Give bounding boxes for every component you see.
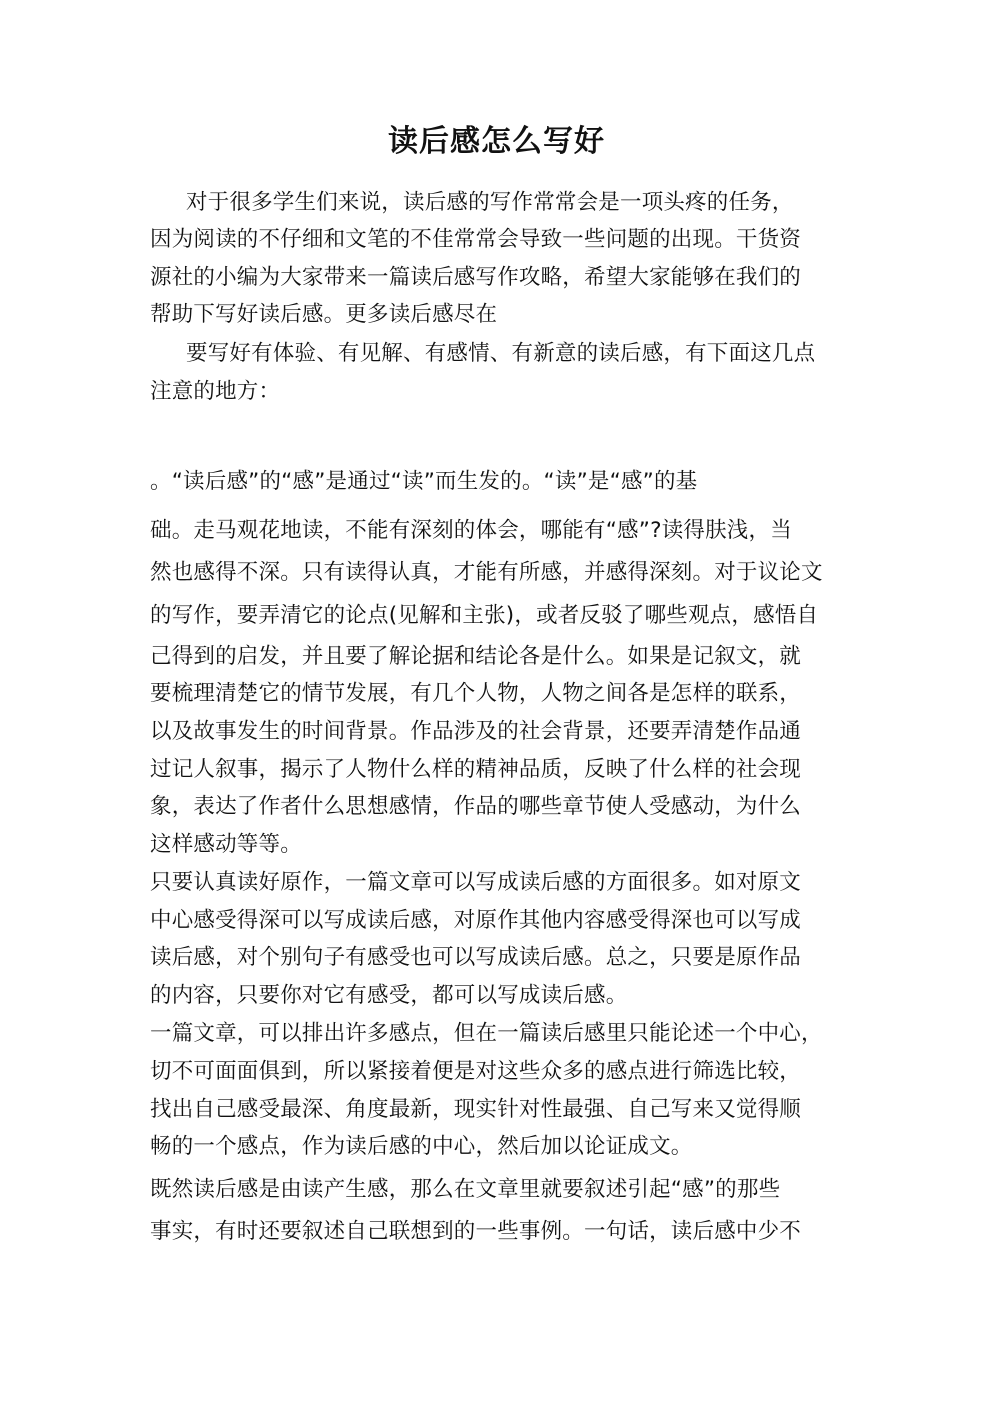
text-line: 象，表达了作者什么思想感情，作品的哪些章节使人受感动，为什么 [150, 794, 802, 819]
text-line: 过记人叙事，揭示了人物什么样的精神品质，反映了什么样的社会现 [150, 757, 802, 782]
text-line: 以及故事发生的时间背景。作品涉及的社会背景，还要弄清楚作品通 [150, 719, 802, 744]
text-line: 的内容，只要你对它有感受，都可以写成读后感。 [150, 983, 628, 1008]
text-line: 然也感得不深。只有读得认真，才能有所感，并感得深刻。对于议论文 [150, 560, 823, 585]
text-line: 事实，有时还要叙述自己联想到的一些事例。一句话，读后感中少不 [150, 1219, 802, 1244]
text-line: 这样感动等等。 [150, 832, 302, 857]
text-line: 只要认真读好原作，一篇文章可以写成读后感的方面很多。如对原文 [150, 870, 802, 895]
text-line: 因为阅读的不仔细和文笔的不佳常常会导致一些问题的出现。干货资 [150, 227, 802, 252]
text-line: 找出自己感受最深、角度最新，现实针对性最强、自己写来又觉得顺 [150, 1097, 802, 1122]
text-line: 对于很多学生们来说，读后感的写作常常会是一项头疼的任务， [186, 190, 794, 215]
text-line: 的写作，要弄清它的论点(见解和主张)，或者反驳了哪些观点，感悟自 [150, 603, 819, 628]
text-line: 源社的小编为大家带来一篇读后感写作攻略，希望大家能够在我们的 [150, 265, 802, 290]
text-line: 要梳理清楚它的情节发展，有几个人物，人物之间各是怎样的联系， [150, 681, 802, 706]
text-line: 既然读后感是由读产生感，那么在文章里就要叙述引起“感”的那些 [150, 1177, 781, 1202]
text-line: 畅的一个感点，作为读后感的中心，然后加以论证成文。 [150, 1134, 693, 1159]
document-title: 读后感怎么写好 [388, 124, 605, 159]
text-line: 中心感受得深可以写成读后感，对原作其他内容感受得深也可以写成 [150, 908, 802, 933]
text-line: 己得到的启发，并且要了解论据和结论各是什么。如果是记叙文，就 [150, 644, 802, 669]
text-line: 础。走马观花地读，不能有深刻的体会，哪能有“感”?读得肤浅，当 [150, 518, 792, 543]
text-line: 一篇文章，可以排出许多感点，但在一篇读后感里只能论述一个中心， [150, 1021, 823, 1046]
text-line: 帮助下写好读后感。更多读后感尽在 [150, 302, 498, 327]
text-line: 读后感，对个别句子有感受也可以写成读后感。总之，只要是原作品 [150, 945, 802, 970]
text-line: 要写好有体验、有见解、有感情、有新意的读后感，有下面这几点 [186, 341, 816, 366]
text-line: 注意的地方： [150, 379, 281, 404]
text-line: 切不可面面俱到，所以紧接着便是对这些众多的感点进行筛选比较， [150, 1059, 802, 1084]
text-line: 。“读后感”的“感”是通过“读”而生发的。“读”是“感”的基 [150, 469, 698, 494]
